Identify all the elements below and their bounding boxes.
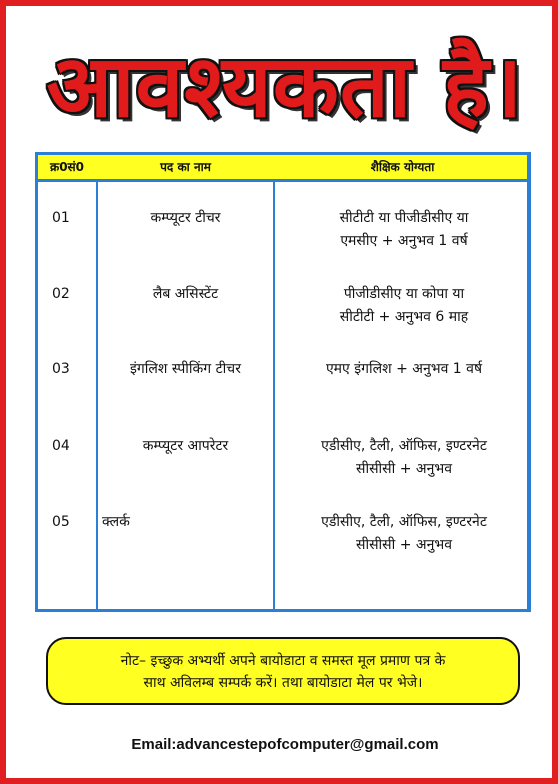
note-box xyxy=(46,637,520,705)
table-row xyxy=(38,511,527,577)
row-qualification-line1: पीजीडीसीए या कोपा या xyxy=(343,286,465,302)
contact-email: Email:advancestepofcomputer@gmail.com xyxy=(131,736,439,753)
row-qualification-line2: सीसीसी + अनुभव xyxy=(356,461,452,477)
note-line2: साथ अविलम्ब सम्पर्क करें। तथा बायोडाटा मेल पर भेजे। xyxy=(143,675,423,691)
row-qualification-line2: एमसीए + अनुभव 1 वर्ष xyxy=(340,233,468,249)
row-post: कम्प्यूटर आपरेटर xyxy=(142,438,229,454)
row-qualification-line2: सीटीटी + अनुभव 6 माह xyxy=(339,309,469,325)
table-row xyxy=(38,435,527,501)
row-serial: 03 xyxy=(52,361,70,377)
row-qualification-line2: सीसीसी + अनुभव xyxy=(356,537,452,553)
row-post: कम्प्यूटर टीचर xyxy=(150,210,221,226)
headline: आवश्यकता है। xyxy=(46,37,524,137)
row-qualification-line1: एडीसीए, टैली, ऑफिस, इण्टरनेट xyxy=(321,514,487,530)
header-qualification: शैक्षिक योग्यता xyxy=(370,160,435,174)
note-line1: नोट– इच्छुक अभ्यर्थी अपने बायोडाटा व समस्त मूल प्रमाण पत्र के xyxy=(120,653,446,669)
row-serial: 04 xyxy=(52,438,70,454)
table-header xyxy=(38,155,527,182)
header-post: पद का नाम xyxy=(160,160,211,174)
vacancy-table xyxy=(35,152,531,612)
row-serial: 01 xyxy=(52,210,70,226)
table-row xyxy=(38,207,527,273)
row-post: लैब असिस्टेंट xyxy=(152,286,219,302)
row-post: क्लर्क xyxy=(102,514,130,530)
row-qualification-line1: एडीसीए, टैली, ऑफिस, इण्टरनेट xyxy=(321,438,487,454)
row-serial: 02 xyxy=(52,286,70,302)
row-post: इंगलिश स्पीकिंग टीचर xyxy=(130,361,241,377)
table-row xyxy=(38,358,527,424)
row-serial: 05 xyxy=(52,514,70,530)
row-qualification-line1: सीटीटी या पीजीडीसीए या xyxy=(339,210,469,226)
row-qualification-line1: एमए इंगलिश + अनुभव 1 वर्ष xyxy=(325,361,483,377)
table-row xyxy=(38,283,527,349)
header-serial: क्र0सं0 xyxy=(49,160,85,174)
